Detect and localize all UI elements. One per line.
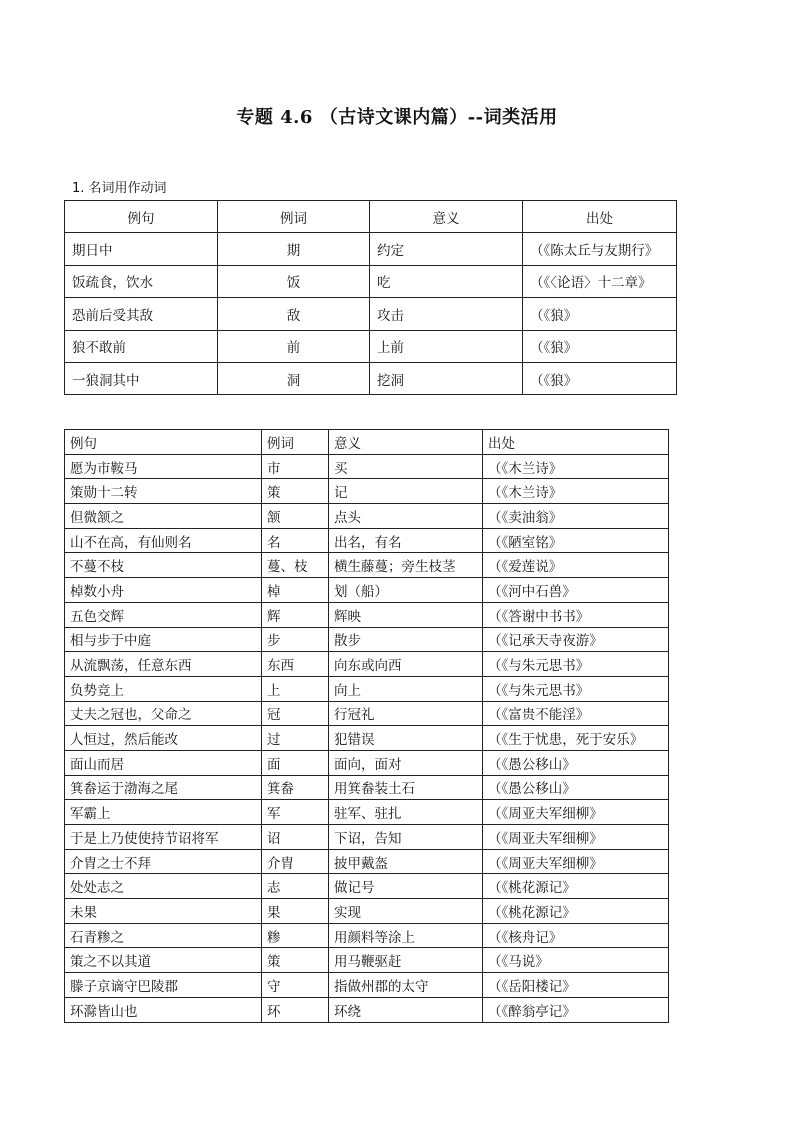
key-word-cell: 敌 xyxy=(218,298,370,330)
table-row xyxy=(65,479,669,504)
example-sentence-cell: 从流飘荡，任意东西 xyxy=(65,652,262,677)
key-word-cell: 洞 xyxy=(218,362,370,394)
table-row xyxy=(65,726,669,751)
table-row xyxy=(65,948,669,973)
key-word-cell: 棹 xyxy=(262,578,329,603)
column-header-key-word: 例词 xyxy=(218,201,370,233)
key-word-cell: 箕畚 xyxy=(262,775,329,800)
column-header-meaning: 意义 xyxy=(370,201,523,233)
table-row xyxy=(65,750,669,775)
table-row xyxy=(65,923,669,948)
key-word-cell: 介胄 xyxy=(262,849,329,874)
column-header-source: 出处 xyxy=(523,201,677,233)
table-row xyxy=(65,362,677,394)
meaning-cell: 面向，面对 xyxy=(329,750,483,775)
key-word-cell: 颔 xyxy=(262,504,329,529)
source-cell: （《马说》 xyxy=(483,948,669,973)
source-cell: （《木兰诗》 xyxy=(483,454,669,479)
column-header-key-word: 例词 xyxy=(262,430,329,455)
column-header-meaning: 意义 xyxy=(329,430,483,455)
source-cell: （《岳阳楼记》 xyxy=(483,973,669,998)
example-sentence-cell: 期日中 xyxy=(65,233,218,265)
meaning-cell: 横生藤蔓；旁生枝茎 xyxy=(329,553,483,578)
key-word-cell: 市 xyxy=(262,454,329,479)
example-sentence-cell: 介胄之士不拜 xyxy=(65,849,262,874)
table-row xyxy=(65,652,669,677)
source-cell: （《富贵不能淫》 xyxy=(483,701,669,726)
key-word-cell: 前 xyxy=(218,330,370,362)
meaning-cell: 辉映 xyxy=(329,602,483,627)
key-word-cell: 诏 xyxy=(262,825,329,850)
source-cell: （《爱莲说》 xyxy=(483,553,669,578)
table-header-row xyxy=(65,201,677,233)
source-cell: （《〈论语〉十二章》 xyxy=(523,265,677,297)
source-cell: （《与朱元思书》 xyxy=(483,652,669,677)
table-row xyxy=(65,997,669,1022)
source-cell: （《狼》 xyxy=(523,362,677,394)
key-word-cell: 环 xyxy=(262,997,329,1022)
meaning-cell: 环绕 xyxy=(329,997,483,1022)
key-word-cell: 策 xyxy=(262,948,329,973)
table-row xyxy=(65,800,669,825)
source-cell: （《河中石兽》 xyxy=(483,578,669,603)
example-sentence-cell: 滕子京谪守巴陵郡 xyxy=(65,973,262,998)
table-row xyxy=(65,553,669,578)
key-word-cell: 过 xyxy=(262,726,329,751)
meaning-cell: 披甲戴盔 xyxy=(329,849,483,874)
key-word-cell: 策 xyxy=(262,479,329,504)
meaning-cell: 指做州郡的太守 xyxy=(329,973,483,998)
source-cell: （《木兰诗》 xyxy=(483,479,669,504)
source-cell: （《记承天寺夜游》 xyxy=(483,627,669,652)
example-sentence-cell: 恐前后受其敌 xyxy=(65,298,218,330)
key-word-cell: 志 xyxy=(262,874,329,899)
column-header-example-sentence: 例句 xyxy=(65,201,218,233)
table-row xyxy=(65,849,669,874)
key-word-cell: 面 xyxy=(262,750,329,775)
meaning-cell: 约定 xyxy=(370,233,523,265)
example-sentence-cell: 人恒过，然后能改 xyxy=(65,726,262,751)
table-row xyxy=(65,775,669,800)
meaning-cell: 犯错误 xyxy=(329,726,483,751)
example-sentence-cell: 未果 xyxy=(65,899,262,924)
table-row xyxy=(65,298,677,330)
noun-as-verb-table-2 xyxy=(64,429,669,1023)
example-sentence-cell: 策之不以其道 xyxy=(65,948,262,973)
meaning-cell: 挖洞 xyxy=(370,362,523,394)
example-sentence-cell: 丈夫之冠也，父命之 xyxy=(65,701,262,726)
example-sentence-cell: 相与步于中庭 xyxy=(65,627,262,652)
table-row xyxy=(65,233,677,265)
meaning-cell: 用箕畚装土石 xyxy=(329,775,483,800)
example-sentence-cell: 负势竞上 xyxy=(65,676,262,701)
source-cell: （《陋室铭》 xyxy=(483,528,669,553)
column-header-source: 出处 xyxy=(483,430,669,455)
example-sentence-cell: 策勋十二转 xyxy=(65,479,262,504)
table-row xyxy=(65,528,669,553)
table-row xyxy=(65,454,669,479)
source-cell: （《桃花源记》 xyxy=(483,899,669,924)
meaning-cell: 向上 xyxy=(329,676,483,701)
example-sentence-cell: 军霸上 xyxy=(65,800,262,825)
meaning-cell: 驻军、驻扎 xyxy=(329,800,483,825)
table-row xyxy=(65,602,669,627)
table-row xyxy=(65,701,669,726)
table-row xyxy=(65,504,669,529)
key-word-cell: 糁 xyxy=(262,923,329,948)
meaning-cell: 做记号 xyxy=(329,874,483,899)
example-sentence-cell: 棹数小舟 xyxy=(65,578,262,603)
source-cell: （《卖油翁》 xyxy=(483,504,669,529)
meaning-cell: 点头 xyxy=(329,504,483,529)
key-word-cell: 名 xyxy=(262,528,329,553)
source-cell: （《核舟记》 xyxy=(483,923,669,948)
example-sentence-cell: 但微颔之 xyxy=(65,504,262,529)
source-cell: （《生于忧患，死于安乐》 xyxy=(483,726,669,751)
key-word-cell: 步 xyxy=(262,627,329,652)
source-cell: （《周亚夫军细柳》 xyxy=(483,800,669,825)
source-cell: （《狼》 xyxy=(523,330,677,362)
page-title: 专题 4.6 （古诗文课内篇）--词类活用 xyxy=(236,107,558,128)
section-label: 1. 名词用作动词 xyxy=(72,181,167,196)
meaning-cell: 用马鞭驱赶 xyxy=(329,948,483,973)
meaning-cell: 出名，有名 xyxy=(329,528,483,553)
example-sentence-cell: 狼不敢前 xyxy=(65,330,218,362)
example-sentence-cell: 处处志之 xyxy=(65,874,262,899)
table-row xyxy=(65,330,677,362)
meaning-cell: 攻击 xyxy=(370,298,523,330)
table-row xyxy=(65,265,677,297)
source-cell: （《答谢中书书》 xyxy=(483,602,669,627)
table-row xyxy=(65,825,669,850)
meaning-cell: 用颜料等涂上 xyxy=(329,923,483,948)
example-sentence-cell: 五色交辉 xyxy=(65,602,262,627)
noun-as-verb-table-1 xyxy=(64,200,677,395)
example-sentence-cell: 面山而居 xyxy=(65,750,262,775)
table-row xyxy=(65,899,669,924)
meaning-cell: 买 xyxy=(329,454,483,479)
key-word-cell: 期 xyxy=(218,233,370,265)
meaning-cell: 下诏，告知 xyxy=(329,825,483,850)
example-sentence-cell: 山不在高，有仙则名 xyxy=(65,528,262,553)
key-word-cell: 东西 xyxy=(262,652,329,677)
source-cell: （《周亚夫军细柳》 xyxy=(483,849,669,874)
table-header-row xyxy=(65,430,669,455)
key-word-cell: 军 xyxy=(262,800,329,825)
example-sentence-cell: 一狼洞其中 xyxy=(65,362,218,394)
key-word-cell: 蔓、枝 xyxy=(262,553,329,578)
table-row xyxy=(65,973,669,998)
table-row xyxy=(65,578,669,603)
meaning-cell: 划（船） xyxy=(329,578,483,603)
meaning-cell: 行冠礼 xyxy=(329,701,483,726)
example-sentence-cell: 环滁皆山也 xyxy=(65,997,262,1022)
meaning-cell: 向东或向西 xyxy=(329,652,483,677)
source-cell: （《醉翁亭记》 xyxy=(483,997,669,1022)
source-cell: （《桃花源记》 xyxy=(483,874,669,899)
meaning-cell: 散步 xyxy=(329,627,483,652)
key-word-cell: 冠 xyxy=(262,701,329,726)
source-cell: （《与朱元思书》 xyxy=(483,676,669,701)
meaning-cell: 吃 xyxy=(370,265,523,297)
key-word-cell: 上 xyxy=(262,676,329,701)
key-word-cell: 守 xyxy=(262,973,329,998)
example-sentence-cell: 于是上乃使使持节诏将军 xyxy=(65,825,262,850)
example-sentence-cell: 不蔓不枝 xyxy=(65,553,262,578)
table-row xyxy=(65,874,669,899)
key-word-cell: 果 xyxy=(262,899,329,924)
example-sentence-cell: 饭疏食，饮水 xyxy=(65,265,218,297)
table-row xyxy=(65,627,669,652)
column-header-example-sentence: 例句 xyxy=(65,430,262,455)
table-row xyxy=(65,676,669,701)
key-word-cell: 饭 xyxy=(218,265,370,297)
source-cell: （《陈太丘与友期行》 xyxy=(523,233,677,265)
meaning-cell: 上前 xyxy=(370,330,523,362)
source-cell: （《狼》 xyxy=(523,298,677,330)
meaning-cell: 实现 xyxy=(329,899,483,924)
example-sentence-cell: 愿为市鞍马 xyxy=(65,454,262,479)
example-sentence-cell: 箕畚运于渤海之尾 xyxy=(65,775,262,800)
key-word-cell: 辉 xyxy=(262,602,329,627)
source-cell: （《愚公移山》 xyxy=(483,750,669,775)
source-cell: （《愚公移山》 xyxy=(483,775,669,800)
source-cell: （《周亚夫军细柳》 xyxy=(483,825,669,850)
example-sentence-cell: 石青糁之 xyxy=(65,923,262,948)
meaning-cell: 记 xyxy=(329,479,483,504)
